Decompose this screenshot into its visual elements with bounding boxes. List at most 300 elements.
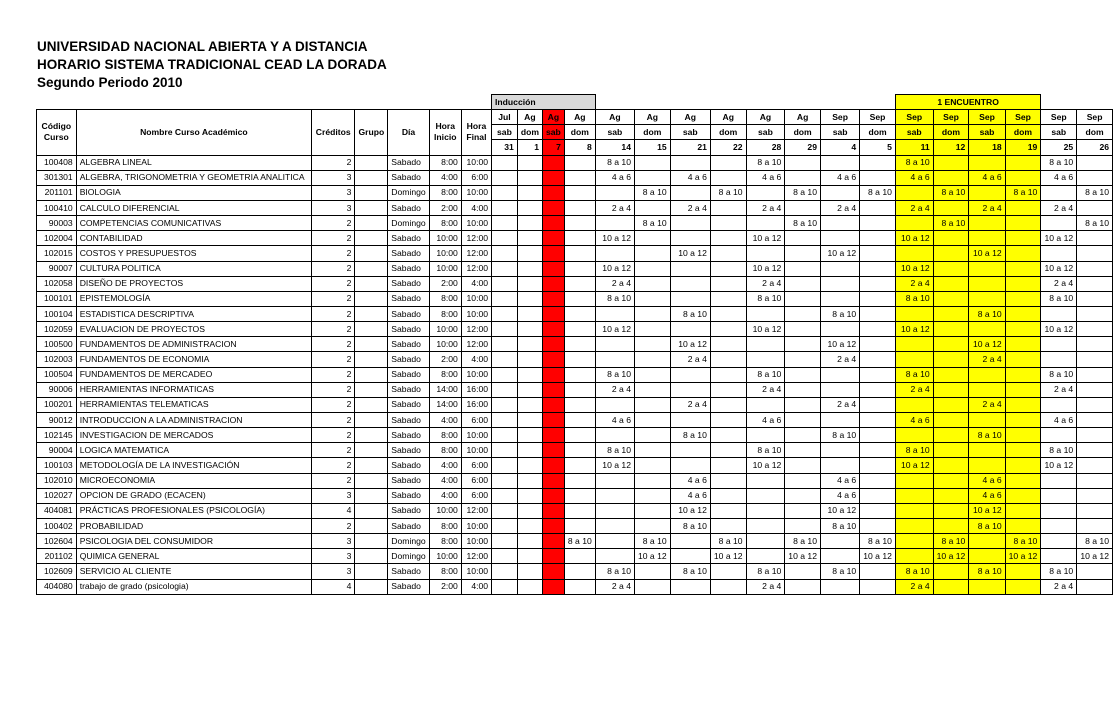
schedule-cell [785, 397, 821, 412]
schedule-cell: 10 a 12 [746, 458, 785, 473]
schedule-cell: 8 a 10 [785, 216, 821, 231]
schedule-cell [634, 337, 670, 352]
schedule-cell: 4 a 6 [895, 170, 933, 185]
schedule-cell [564, 443, 595, 458]
schedule-cell [517, 534, 542, 549]
schedule-cell [933, 200, 969, 215]
header-dia: Día [388, 110, 429, 155]
course-day: Sabado [388, 564, 429, 579]
schedule-cell [933, 291, 969, 306]
course-code: 102003 [37, 352, 77, 367]
schedule-cell: 8 a 10 [895, 564, 933, 579]
table-row [37, 200, 1113, 215]
end-time: 16:00 [461, 382, 491, 397]
schedule-cell [634, 579, 670, 594]
schedule-cell: 2 a 4 [969, 200, 1005, 215]
schedule-cell [746, 518, 785, 533]
schedule-cell [969, 231, 1005, 246]
schedule-cell [1005, 412, 1041, 427]
schedule-cell [634, 458, 670, 473]
schedule-cell: 8 a 10 [634, 216, 670, 231]
schedule-cell [542, 337, 564, 352]
schedule-cell [595, 503, 634, 518]
schedule-cell [634, 488, 670, 503]
schedule-cell [1077, 367, 1113, 382]
schedule-cell: 2 a 4 [895, 579, 933, 594]
schedule-cell [542, 488, 564, 503]
schedule-cell [517, 458, 542, 473]
header-month: Ag [517, 110, 542, 125]
course-day: Domingo [388, 185, 429, 200]
schedule-cell [670, 322, 710, 337]
end-time: 12:00 [461, 231, 491, 246]
schedule-cell: 8 a 10 [1005, 534, 1041, 549]
schedule-cell: 2 a 4 [969, 352, 1005, 367]
schedule-cell [542, 276, 564, 291]
schedule-cell [1041, 518, 1077, 533]
schedule-cell [820, 276, 859, 291]
course-group [355, 291, 388, 306]
schedule-cell [746, 185, 785, 200]
schedule-cell [860, 397, 896, 412]
schedule-cell: 10 a 12 [820, 503, 859, 518]
schedule-cell [517, 488, 542, 503]
schedule-cell [820, 155, 859, 170]
schedule-cell [933, 322, 969, 337]
schedule-cell [542, 246, 564, 261]
header-weekday: dom [564, 125, 595, 140]
schedule-cell [1077, 322, 1113, 337]
start-time: 10:00 [429, 503, 461, 518]
table-row [37, 428, 1113, 443]
course-code: 100104 [37, 306, 77, 321]
end-time: 10:00 [461, 564, 491, 579]
course-day: Sabado [388, 231, 429, 246]
schedule-cell: 4 a 6 [895, 412, 933, 427]
schedule-cell [670, 216, 710, 231]
header-month: Ag [670, 110, 710, 125]
course-code: 201101 [37, 185, 77, 200]
schedule-cell [542, 261, 564, 276]
schedule-cell [1041, 428, 1077, 443]
schedule-title: HORARIO SISTEMA TRADICIONAL CEAD LA DORADA [37, 57, 387, 72]
schedule-cell: 4 a 6 [595, 412, 634, 427]
schedule-cell: 10 a 12 [746, 322, 785, 337]
schedule-cell [933, 488, 969, 503]
schedule-cell [542, 170, 564, 185]
course-credits: 2 [312, 367, 355, 382]
schedule-cell: 8 a 10 [1041, 443, 1077, 458]
table-row [37, 170, 1113, 185]
schedule-cell [933, 352, 969, 367]
end-time: 10:00 [461, 291, 491, 306]
university-title: UNIVERSIDAD NACIONAL ABIERTA Y A DISTANCIA [37, 39, 368, 54]
schedule-cell [542, 397, 564, 412]
schedule-cell [785, 564, 821, 579]
schedule-cell [860, 170, 896, 185]
schedule-cell: 2 a 4 [820, 397, 859, 412]
schedule-cell [634, 200, 670, 215]
schedule-cell [933, 503, 969, 518]
schedule-cell [542, 367, 564, 382]
course-credits: 3 [312, 170, 355, 185]
table-row [37, 473, 1113, 488]
schedule-cell [1077, 155, 1113, 170]
schedule-cell [1077, 503, 1113, 518]
schedule-cell [785, 291, 821, 306]
start-time: 8:00 [429, 291, 461, 306]
schedule-cell [595, 216, 634, 231]
schedule-cell: 4 a 6 [969, 170, 1005, 185]
course-code: 102010 [37, 473, 77, 488]
schedule-cell [564, 412, 595, 427]
schedule-cell [969, 579, 1005, 594]
schedule-cell [1005, 291, 1041, 306]
header-weekday: dom [933, 125, 969, 140]
schedule-cell [860, 337, 896, 352]
schedule-cell [860, 246, 896, 261]
end-time: 10:00 [461, 185, 491, 200]
schedule-cell [634, 443, 670, 458]
schedule-cell [634, 322, 670, 337]
schedule-cell [517, 428, 542, 443]
schedule-cell: 10 a 12 [820, 246, 859, 261]
header-date: 26 [1077, 140, 1113, 155]
course-name: METODOLOGÍA DE LA INVESTIGACIÓN [76, 458, 311, 473]
end-time: 12:00 [461, 337, 491, 352]
schedule-cell [933, 564, 969, 579]
schedule-cell [634, 428, 670, 443]
schedule-cell [746, 473, 785, 488]
course-code: 90006 [37, 382, 77, 397]
schedule-cell [492, 367, 518, 382]
schedule-cell [860, 276, 896, 291]
course-group [355, 200, 388, 215]
schedule-cell [634, 246, 670, 261]
schedule-cell: 4 a 6 [746, 412, 785, 427]
schedule-cell: 2 a 4 [746, 382, 785, 397]
course-day: Sabado [388, 473, 429, 488]
schedule-cell [785, 458, 821, 473]
schedule-cell [670, 276, 710, 291]
schedule-cell [785, 518, 821, 533]
schedule-cell [710, 200, 746, 215]
course-day: Sabado [388, 397, 429, 412]
schedule-cell [542, 534, 564, 549]
schedule-cell [542, 322, 564, 337]
course-credits: 2 [312, 518, 355, 533]
schedule-cell [564, 352, 595, 367]
header-weekday: dom [634, 125, 670, 140]
schedule-cell: 10 a 12 [933, 549, 969, 564]
table-row [37, 246, 1113, 261]
schedule-cell [969, 291, 1005, 306]
schedule-cell [492, 458, 518, 473]
course-group [355, 261, 388, 276]
schedule-cell: 4 a 6 [595, 170, 634, 185]
schedule-cell [710, 443, 746, 458]
schedule-cell [492, 564, 518, 579]
schedule-cell [670, 261, 710, 276]
schedule-cell: 2 a 4 [746, 200, 785, 215]
schedule-cell [746, 549, 785, 564]
schedule-cell [670, 155, 710, 170]
schedule-cell [860, 518, 896, 533]
schedule-cell: 8 a 10 [1041, 564, 1077, 579]
schedule-cell: 2 a 4 [895, 382, 933, 397]
schedule-cell: 4 a 6 [670, 488, 710, 503]
schedule-cell [517, 382, 542, 397]
course-day: Domingo [388, 216, 429, 231]
schedule-cell [1005, 216, 1041, 231]
schedule-cell [820, 382, 859, 397]
table-row [37, 412, 1113, 427]
schedule-cell [820, 458, 859, 473]
header-weekday: sab [746, 125, 785, 140]
schedule-cell [1041, 337, 1077, 352]
period-title: Segundo Periodo 2010 [37, 75, 183, 90]
course-day: Sabado [388, 352, 429, 367]
schedule-cell [634, 291, 670, 306]
schedule-cell [1005, 261, 1041, 276]
schedule-cell [1041, 397, 1077, 412]
schedule-cell: 8 a 10 [670, 428, 710, 443]
header-month: Sep [820, 110, 859, 125]
schedule-cell [595, 488, 634, 503]
course-day: Sabado [388, 503, 429, 518]
end-time: 4:00 [461, 579, 491, 594]
schedule-cell [785, 337, 821, 352]
schedule-cell [1005, 579, 1041, 594]
schedule-cell [820, 549, 859, 564]
start-time: 2:00 [429, 276, 461, 291]
course-credits: 3 [312, 185, 355, 200]
end-time: 10:00 [461, 367, 491, 382]
schedule-cell: 8 a 10 [860, 185, 896, 200]
schedule-cell [933, 261, 969, 276]
course-day: Sabado [388, 200, 429, 215]
schedule-cell [1077, 397, 1113, 412]
schedule-cell [1005, 503, 1041, 518]
schedule-cell: 10 a 12 [746, 261, 785, 276]
schedule-cell [820, 443, 859, 458]
schedule-cell [1005, 352, 1041, 367]
schedule-cell [746, 534, 785, 549]
schedule-cell: 10 a 12 [595, 322, 634, 337]
schedule-cell [517, 337, 542, 352]
schedule-cell: 8 a 10 [746, 155, 785, 170]
schedule-cell [860, 382, 896, 397]
end-time: 4:00 [461, 276, 491, 291]
schedule-cell [1005, 443, 1041, 458]
schedule-cell: 8 a 10 [969, 564, 1005, 579]
schedule-cell [1005, 473, 1041, 488]
course-code: 100408 [37, 155, 77, 170]
schedule-cell: 2 a 4 [595, 200, 634, 215]
schedule-cell: 8 a 10 [933, 534, 969, 549]
end-time: 6:00 [461, 458, 491, 473]
schedule-cell [895, 337, 933, 352]
course-day: Sabado [388, 322, 429, 337]
schedule-cell [710, 276, 746, 291]
schedule-cell [634, 306, 670, 321]
header-weekday: sab [492, 125, 518, 140]
schedule-cell [933, 155, 969, 170]
course-name: DISEÑO DE PROYECTOS [76, 276, 311, 291]
header-date: 11 [895, 140, 933, 155]
end-time: 10:00 [461, 216, 491, 231]
schedule-cell [1077, 291, 1113, 306]
schedule-cell: 10 a 12 [595, 261, 634, 276]
schedule-cell [1005, 322, 1041, 337]
end-time: 10:00 [461, 155, 491, 170]
schedule-cell [1077, 443, 1113, 458]
course-credits: 2 [312, 458, 355, 473]
schedule-cell [710, 579, 746, 594]
schedule-cell [595, 549, 634, 564]
header-date: 7 [542, 140, 564, 155]
schedule-cell [710, 518, 746, 533]
course-code: 102145 [37, 428, 77, 443]
header-weekday: sab [895, 125, 933, 140]
schedule-cell: 8 a 10 [595, 291, 634, 306]
table-row [37, 276, 1113, 291]
course-credits: 2 [312, 397, 355, 412]
schedule-cell: 8 a 10 [710, 185, 746, 200]
course-code: 90012 [37, 412, 77, 427]
header-date: 22 [710, 140, 746, 155]
course-credits: 2 [312, 155, 355, 170]
course-day: Sabado [388, 428, 429, 443]
course-code: 301301 [37, 170, 77, 185]
schedule-cell: 8 a 10 [1041, 367, 1077, 382]
end-time: 6:00 [461, 412, 491, 427]
course-code: 100504 [37, 367, 77, 382]
schedule-cell [746, 337, 785, 352]
schedule-cell: 8 a 10 [1077, 534, 1113, 549]
course-name: MICROECONOMIA [76, 473, 311, 488]
course-day: Sabado [388, 412, 429, 427]
schedule-cell [895, 488, 933, 503]
schedule-cell [564, 564, 595, 579]
course-credits: 2 [312, 322, 355, 337]
course-credits: 2 [312, 261, 355, 276]
schedule-cell [746, 352, 785, 367]
course-code: 100103 [37, 458, 77, 473]
schedule-cell [542, 200, 564, 215]
course-name: ALGEBRA, TRIGONOMETRIA Y GEOMETRIA ANALITICA [76, 170, 311, 185]
course-credits: 2 [312, 443, 355, 458]
schedule-cell [933, 231, 969, 246]
schedule-cell [1005, 367, 1041, 382]
schedule-cell: 10 a 12 [895, 322, 933, 337]
header-month: Ag [595, 110, 634, 125]
schedule-cell [895, 306, 933, 321]
schedule-cell [542, 458, 564, 473]
schedule-cell [820, 534, 859, 549]
schedule-cell [1041, 473, 1077, 488]
schedule-cell: 4 a 6 [820, 473, 859, 488]
start-time: 2:00 [429, 579, 461, 594]
schedule-cell [895, 397, 933, 412]
schedule-cell [517, 246, 542, 261]
schedule-cell [670, 443, 710, 458]
schedule-cell [564, 428, 595, 443]
schedule-cell [710, 246, 746, 261]
start-time: 8:00 [429, 443, 461, 458]
schedule-cell [1041, 216, 1077, 231]
schedule-cell [1005, 170, 1041, 185]
start-time: 10:00 [429, 322, 461, 337]
schedule-cell: 10 a 12 [895, 231, 933, 246]
schedule-cell [670, 534, 710, 549]
schedule-cell [1005, 155, 1041, 170]
schedule-cell [634, 352, 670, 367]
schedule-cell [1041, 352, 1077, 367]
course-credits: 2 [312, 276, 355, 291]
schedule-cell [564, 155, 595, 170]
header-date: 25 [1041, 140, 1077, 155]
schedule-cell [1077, 428, 1113, 443]
start-time: 10:00 [429, 337, 461, 352]
schedule-cell [710, 458, 746, 473]
course-day: Sabado [388, 579, 429, 594]
schedule-cell [634, 155, 670, 170]
schedule-cell [595, 473, 634, 488]
schedule-cell [564, 579, 595, 594]
schedule-cell: 8 a 10 [860, 534, 896, 549]
schedule-cell: 2 a 4 [969, 397, 1005, 412]
schedule-cell [969, 276, 1005, 291]
schedule-cell: 8 a 10 [595, 367, 634, 382]
end-time: 10:00 [461, 443, 491, 458]
header-month: Sep [969, 110, 1005, 125]
course-name: CONTABILIDAD [76, 231, 311, 246]
schedule-cell: 8 a 10 [969, 518, 1005, 533]
schedule-cell [492, 291, 518, 306]
schedule-cell: 8 a 10 [595, 564, 634, 579]
schedule-cell [564, 200, 595, 215]
header-date: 29 [785, 140, 821, 155]
course-name: LOGICA MATEMATICA [76, 443, 311, 458]
schedule-cell: 8 a 10 [1041, 291, 1077, 306]
course-group [355, 382, 388, 397]
schedule-cell [517, 412, 542, 427]
schedule-cell [820, 367, 859, 382]
schedule-cell [933, 337, 969, 352]
header-weekday: sab [969, 125, 1005, 140]
schedule-cell [564, 458, 595, 473]
course-day: Sabado [388, 306, 429, 321]
course-name: QUIMICA GENERAL [76, 549, 311, 564]
course-code: 102027 [37, 488, 77, 503]
schedule-cell: 10 a 12 [1041, 322, 1077, 337]
course-code: 100410 [37, 200, 77, 215]
schedule-cell [595, 428, 634, 443]
table-row [37, 216, 1113, 231]
course-group [355, 534, 388, 549]
schedule-cell [595, 518, 634, 533]
schedule-cell [492, 518, 518, 533]
schedule-cell [634, 473, 670, 488]
table-row [37, 534, 1113, 549]
schedule-cell [969, 549, 1005, 564]
table-row [37, 397, 1113, 412]
start-time: 8:00 [429, 185, 461, 200]
header-weekday: dom [517, 125, 542, 140]
schedule-cell [542, 473, 564, 488]
schedule-cell [860, 412, 896, 427]
